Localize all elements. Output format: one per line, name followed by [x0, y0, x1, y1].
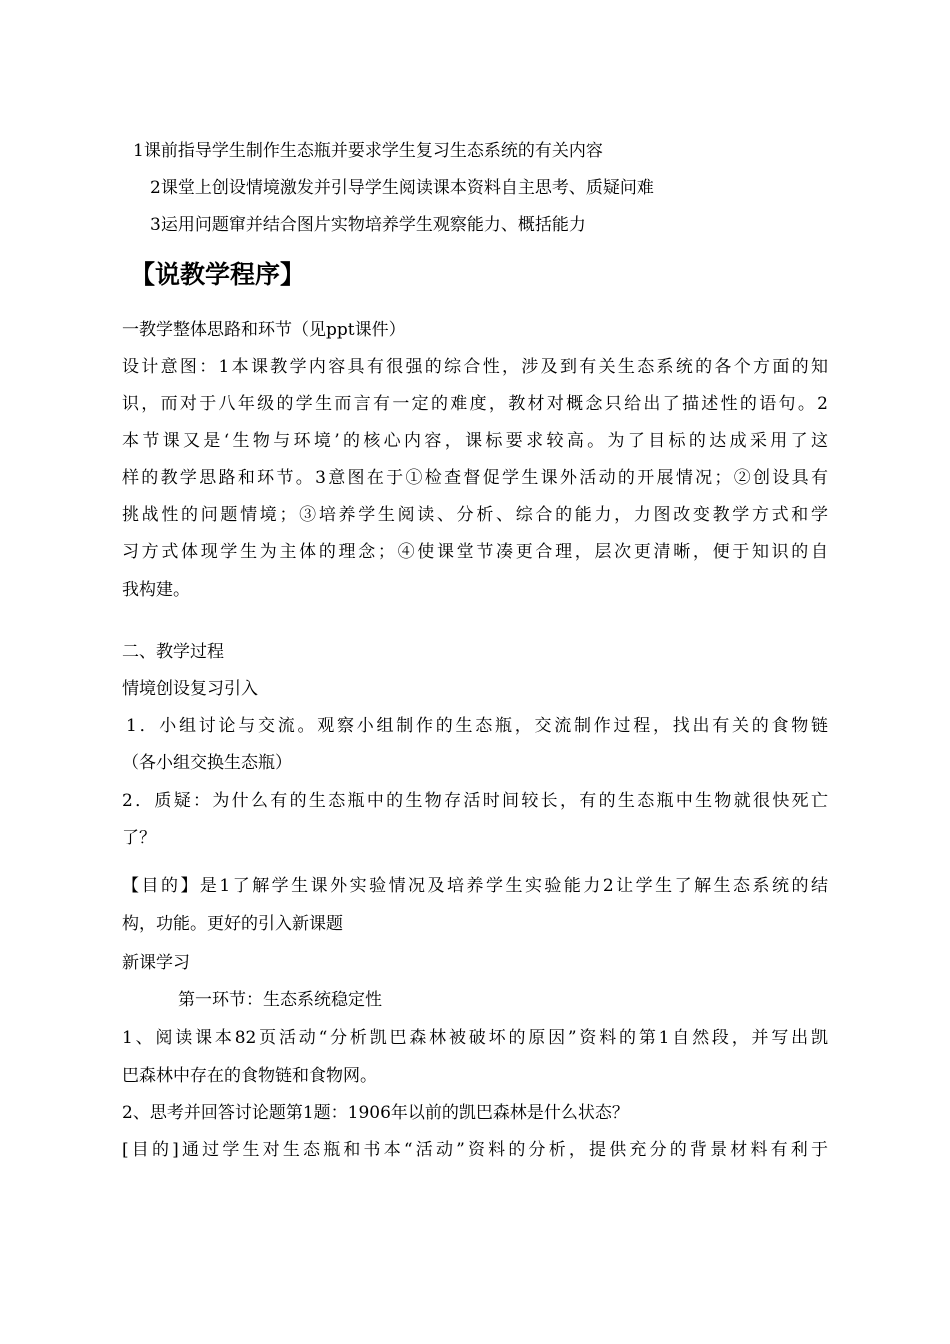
section-title: 第一环节：生态系统稳定性 [178, 990, 382, 1010]
method-item-1: 1课前指导学生制作生态瓶并要求学生复习生态系统的有关内容 [133, 141, 603, 161]
intent-line: 我构建。 [122, 580, 190, 600]
intent-line: 设计意图：1本课教学内容具有很强的综合性，涉及到有关生态系统的各个方面的知 [122, 357, 828, 377]
method-item-3: 3运用问题窜并结合图片实物培养学生观察能力、概括能力 [150, 215, 586, 235]
question-line: 2．质疑：为什么有的生态瓶中的生物存活时间较长，有的生态瓶中生物就很快死亡 [122, 791, 828, 811]
discussion-line: 1．小组讨论与交流。观察小组制作的生态瓶，交流制作过程，找出有关的食物链 [126, 716, 828, 736]
part2-title: 二、教学过程 [122, 642, 224, 662]
purpose-line: [目的]通过学生对生态瓶和书本“活动”资料的分析，提供充分的背景材料有利于 [122, 1140, 828, 1160]
discussion-line: （各小组交换生态瓶） [122, 753, 292, 773]
intent-line: 挑战性的问题情境；③培养学生阅读、分析、综合的能力，力图改变教学方式和学 [122, 505, 828, 525]
part2-subtitle: 新课学习 [122, 953, 190, 973]
task-line: 2、思考并回答讨论题第1题：1906年以前的凯巴森林是什么状态？ [122, 1103, 629, 1123]
part2-subtitle: 情境创设复习引入 [122, 679, 258, 699]
part1-title: 一教学整体思路和环节（见ppt课件） [122, 320, 406, 340]
intent-line: 本节课又是‘生物与环境’的核心内容，课标要求较高。为了目标的达成采用了这 [122, 431, 828, 451]
method-item-2: 2课堂上创设情境激发并引导学生阅读课本资料自主思考、质疑问难 [150, 178, 654, 198]
purpose-line: 构，功能。更好的引入新课题 [122, 914, 343, 934]
section-heading: 【说教学程序】 [130, 260, 306, 289]
question-line: 了？ [122, 828, 156, 848]
task-line: 1、阅读课本82页活动“分析凯巴森林被破坏的原因”资料的第1自然段，并写出凯 [122, 1028, 828, 1048]
purpose-line: 【目的】是1了解学生课外实验情况及培养学生实验能力2让学生了解生态系统的结 [122, 876, 828, 896]
task-line: 巴森林中存在的食物链和食物网。 [122, 1066, 377, 1086]
intent-line: 习方式体现学生为主体的理念；④使课堂节凑更合理，层次更清晰，便于知识的自 [122, 542, 828, 562]
intent-line: 样的教学思路和环节。3意图在于①检查督促学生课外活动的开展情况；②创设具有 [122, 468, 828, 488]
intent-line: 识，而对于八年级的学生而言有一定的难度，教材对概念只给出了描述性的语句。2 [122, 394, 828, 414]
